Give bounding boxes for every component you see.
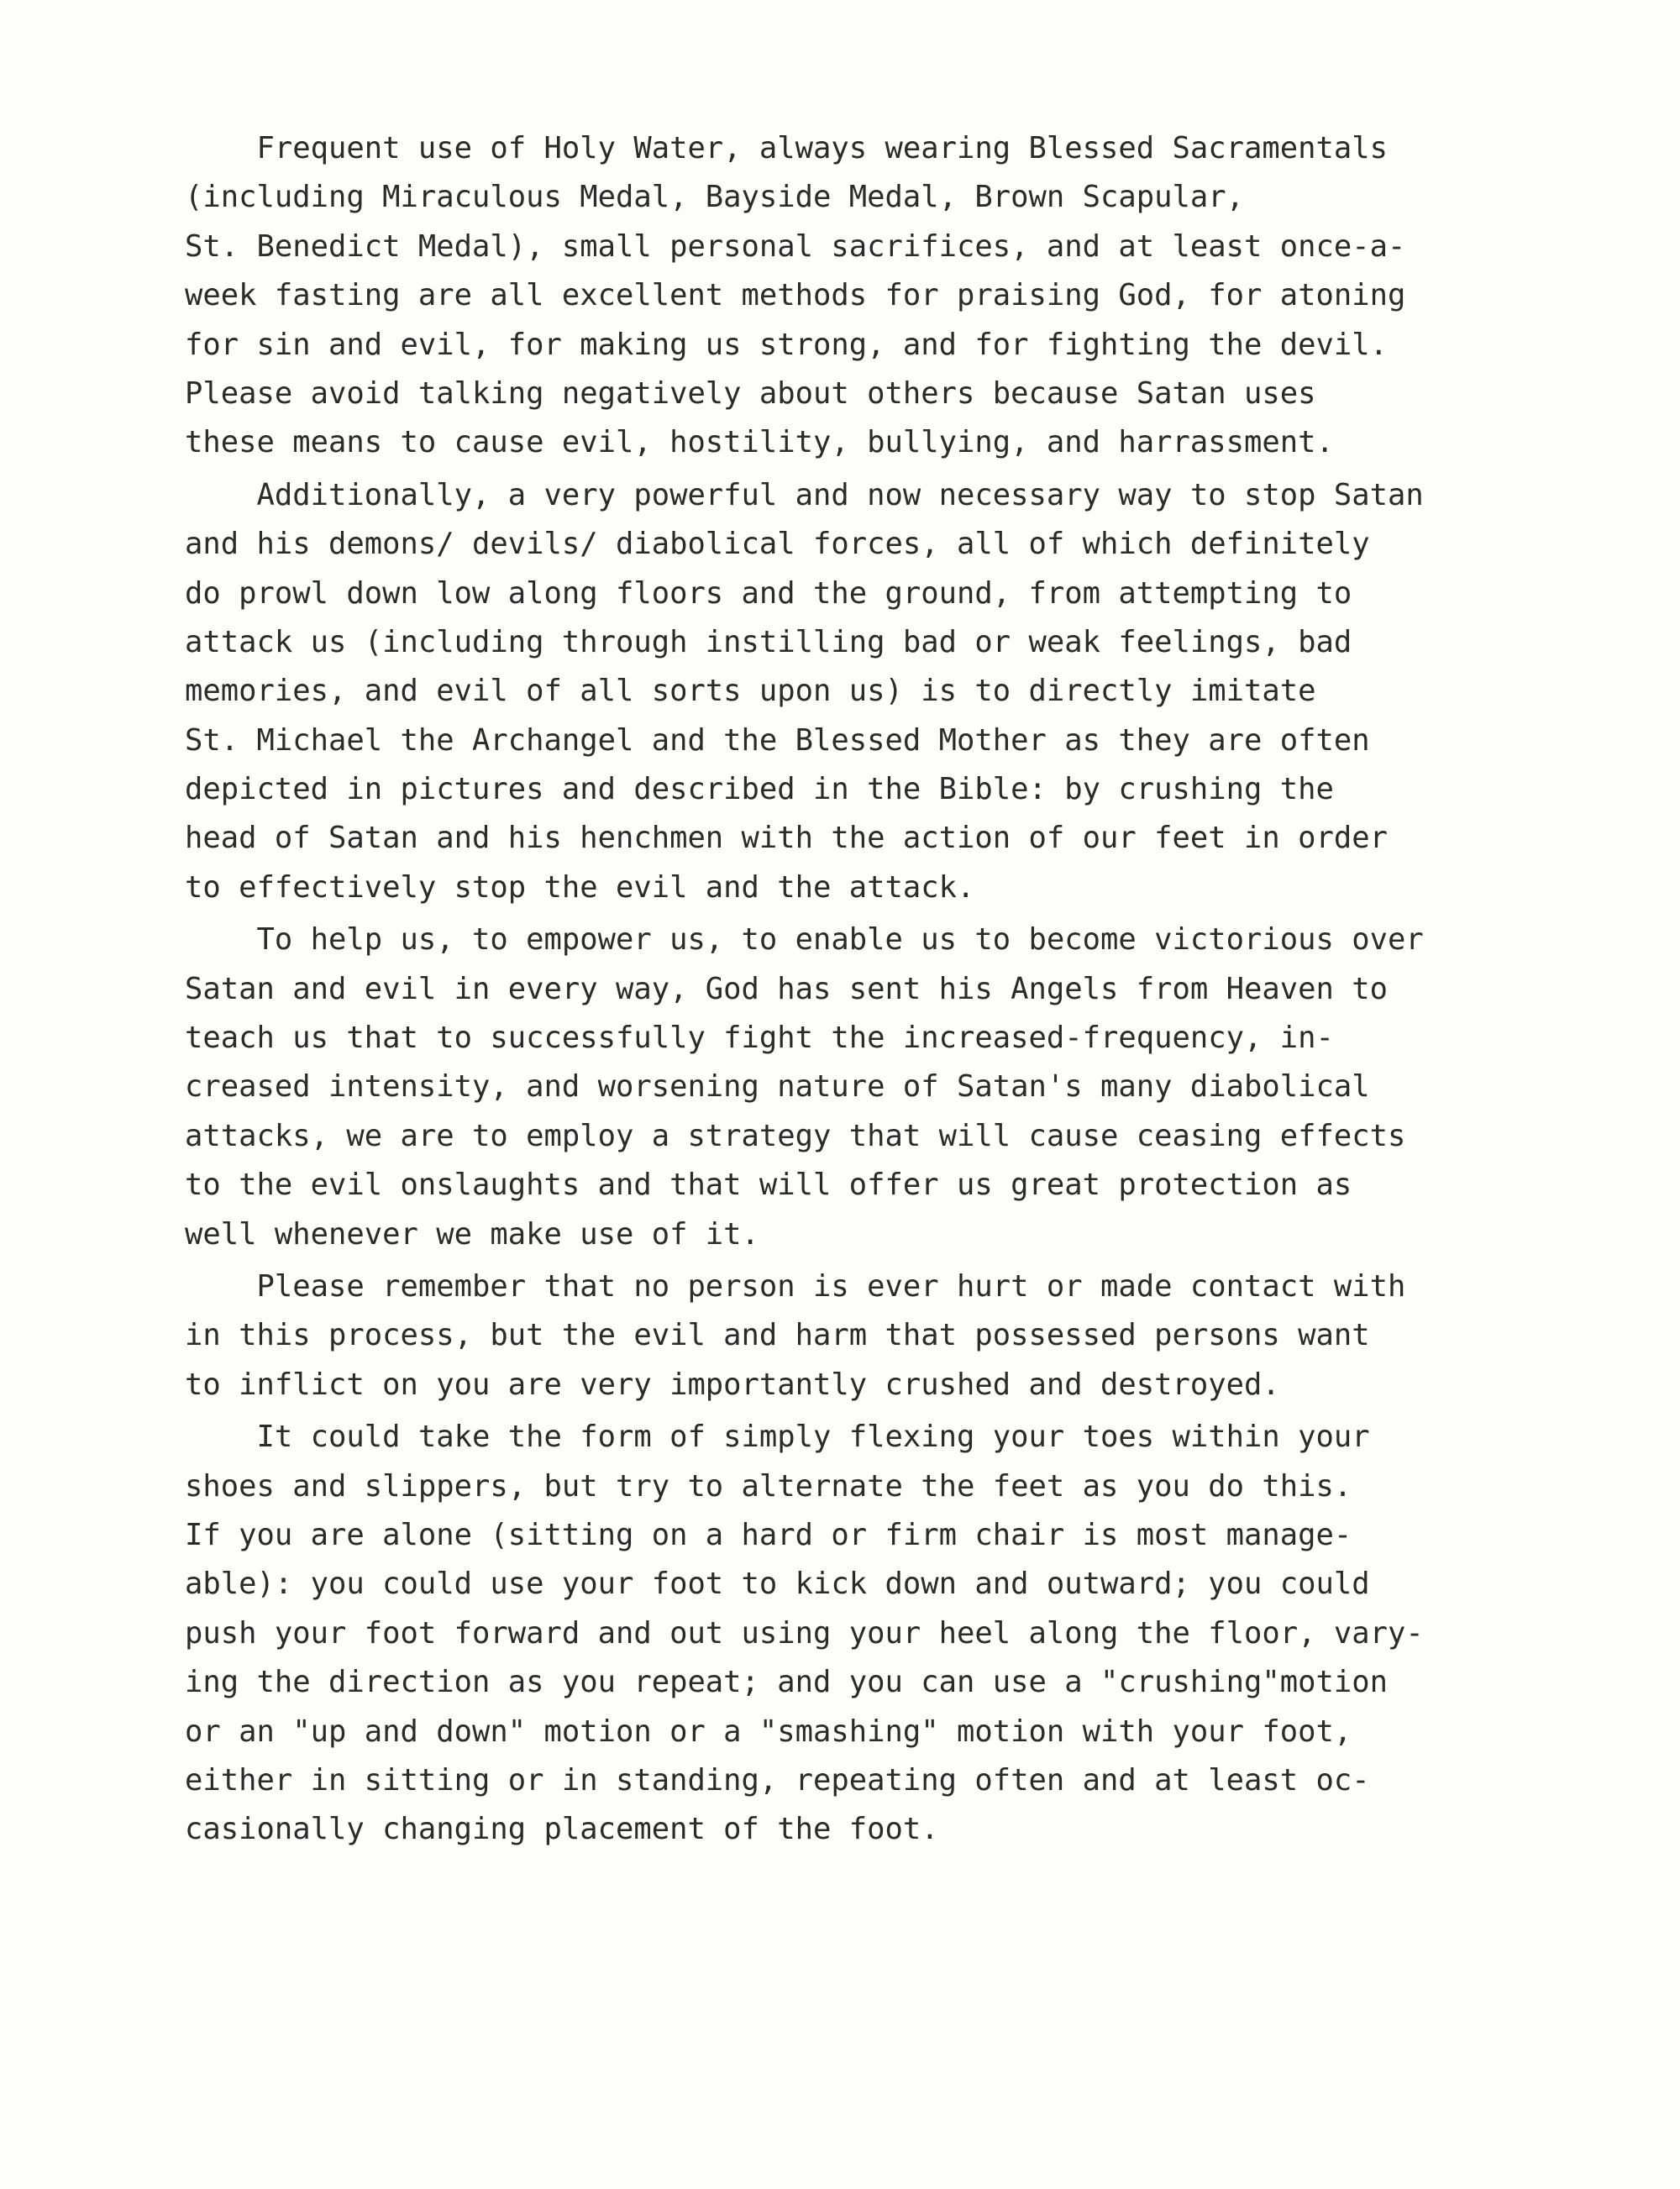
text-line: ing the direction as you repeat; and you can use a "crushing"motion <box>185 1665 1388 1700</box>
text-line: depicted in pictures and described in the Bible: by crushing the <box>185 772 1334 807</box>
paragraph <box>185 1262 1562 1409</box>
text-line: Satan and evil in every way, God has sent his Angels from Heaven to <box>185 971 1388 1006</box>
text-line: week fasting are all excellent methods for praising God, for atoning <box>185 278 1406 313</box>
text-line: If you are alone (sitting on a hard or firm chair is most manage- <box>185 1517 1352 1552</box>
text-line: creased intensity, and worsening nature of Satan's many diabolical <box>185 1069 1370 1105</box>
text-line: do prowl down low along floors and the ground, from attempting to <box>185 575 1352 611</box>
text-line: either in sitting or in standing, repeating often and at least oc- <box>185 1762 1370 1798</box>
text-line: shoes and slippers, but try to alternate the feet as you do this. <box>185 1468 1352 1504</box>
text-line: for sin and evil, for making us strong, and for fighting the devil. <box>185 327 1388 362</box>
text-line: to inflict on you are very importantly crushed and destroyed. <box>185 1367 1280 1402</box>
paragraph <box>185 916 1562 1259</box>
text-line: and his demons/ devils/ diabolical forces, all of which definitely <box>185 527 1370 562</box>
text-line: able): you could use your foot to kick down and outward; you could <box>185 1567 1370 1602</box>
text-line: to the evil onslaughts and that will offer us great protection as <box>185 1168 1352 1203</box>
text-line: head of Satan and his henchmen with the action of our feet in order <box>185 821 1388 856</box>
text-line: in this process, but the evil and harm that possessed persons want <box>185 1318 1370 1353</box>
text-line: Please remember that no person is ever hurt or made contact with <box>185 1268 1406 1304</box>
paragraph <box>185 124 1562 468</box>
text-line: or an "up and down" motion or a "smashing" motion with your foot, <box>185 1714 1352 1749</box>
paragraph <box>185 471 1562 913</box>
text-line: attacks, we are to employ a strategy that will cause ceasing effects <box>185 1118 1406 1153</box>
text-line: memories, and evil of all sorts upon us) is to directly imitate <box>185 674 1316 709</box>
text-line: To help us, to empower us, to enable us to become victorious over <box>185 922 1424 958</box>
text-line: St. Michael the Archangel and the Blessed Mother as they are often <box>185 722 1370 758</box>
text-line: Additionally, a very powerful and now necessary way to stop Satan <box>185 477 1424 512</box>
text-line: well whenever we make use of it. <box>185 1216 759 1252</box>
text-line: Please avoid talking negatively about others because Satan uses <box>185 375 1316 411</box>
text-line: attack us (including through instilling bad or weak feelings, bad <box>185 624 1352 659</box>
paragraph <box>185 1413 1562 1855</box>
text-line: to effectively stop the evil and the attack. <box>185 869 975 905</box>
text-line: push your foot forward and out using your heel along the floor, vary- <box>185 1615 1424 1651</box>
text-line: teach us that to successfully fight the increased-frequency, in- <box>185 1021 1334 1056</box>
text-line: It could take the form of simply flexing your toes within your <box>185 1420 1370 1455</box>
text-line: casionally changing placement of the foot. <box>185 1812 939 1847</box>
text-line: (including Miraculous Medal, Bayside Medal, Brown Scapular, <box>185 180 1244 215</box>
document-body <box>185 124 1562 1855</box>
text-line: Frequent use of Holy Water, always wearing Blessed Sacramentals <box>185 131 1388 165</box>
text-line: St. Benedict Medal), small personal sacrifices, and at least once-a- <box>185 228 1406 264</box>
text-line: these means to cause evil, hostility, bullying, and harrassment. <box>185 425 1334 460</box>
